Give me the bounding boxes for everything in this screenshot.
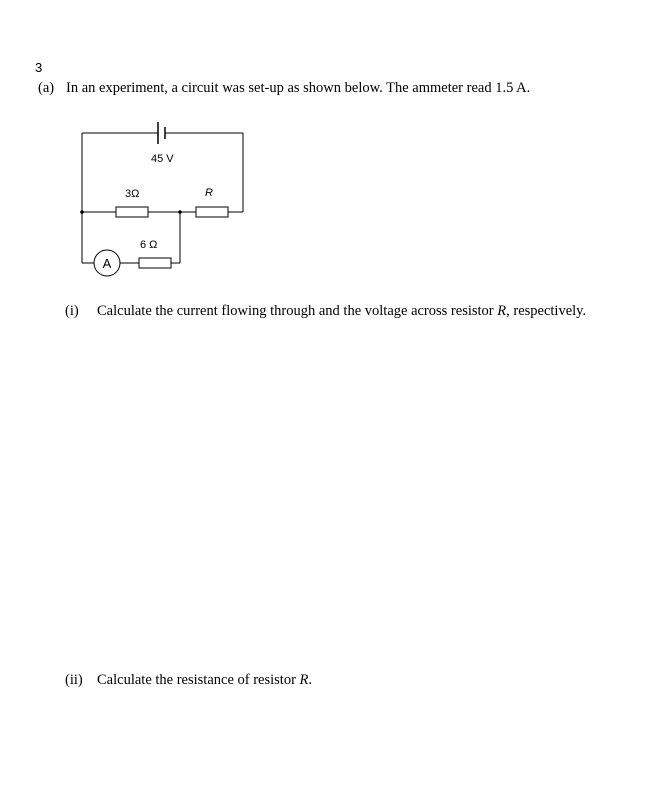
resistor-6-ohm [139,258,171,268]
part-i-text-after: , respectively. [506,303,587,319]
question-number: 3 [35,60,43,75]
ammeter-label: A [102,256,112,271]
part-a-text: In an experiment, a circuit was set-up as shown below. The ammeter read 1.5 A. [66,80,531,96]
part-ii-text-before: Calculate the resistance of resistor [97,672,300,688]
resistor-3-ohm [116,207,148,217]
resistor-6-label: 6 Ω [140,239,158,251]
resistor-R-label: R [205,187,213,199]
resistor-3-label: 3Ω [125,188,140,200]
part-i-text-italic: R [497,303,507,319]
junction-middle [178,210,182,214]
resistor-R [196,207,228,217]
battery-label: 45 V [151,153,174,165]
part-ii-label: (ii) [65,672,83,688]
part-a-label: (a) [38,80,55,96]
junction-left [80,210,84,214]
part-i-text-before: Calculate the current flowing through and the voltage across resistor [97,303,498,319]
part-ii-text-after: . [308,672,313,688]
part-i-label: (i) [65,303,79,319]
part-ii-text [97,672,312,689]
part-i-text [97,303,586,320]
circuit-diagram [0,0,648,300]
part-ii-text-italic: R [299,672,309,688]
